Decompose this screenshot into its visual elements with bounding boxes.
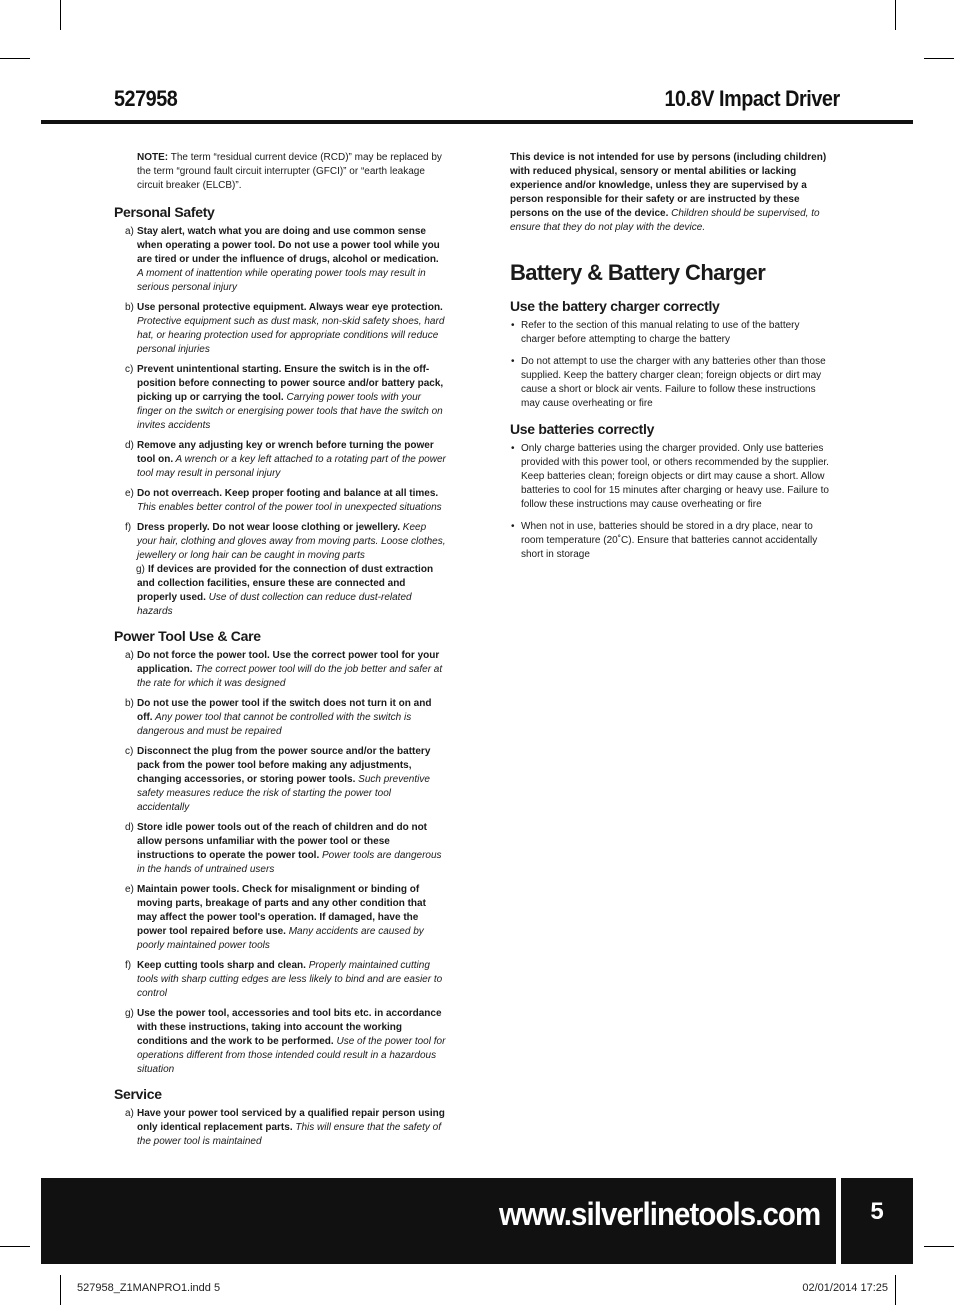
list-item: [114, 1007, 446, 1077]
crop-mark: [924, 58, 954, 59]
crop-mark: [0, 1246, 30, 1247]
list-item: [510, 442, 836, 512]
bullet-icon: •: [511, 320, 515, 331]
item-label: a): [125, 1108, 134, 1119]
item-italic: Power tools are dangerous in the hands of untrained users: [137, 850, 442, 875]
item-bold: Do not overreach. Keep proper footing and balance at all times.: [137, 488, 439, 499]
list-item: [114, 521, 446, 563]
charger-list: [510, 319, 836, 411]
left-column: [114, 151, 446, 1158]
item-italic: Use of the power tool for operations different from those intended could result in a hazardous situation: [137, 1036, 446, 1075]
item-bold: Prevent unintentional starting. Ensure the switch is in the off-position before connecting to power source and/or battery pack, picking up or carrying the tool.: [137, 364, 444, 403]
list-item: [114, 439, 446, 481]
personal-safety-list: [114, 225, 446, 619]
item-italic: Such preventive safety measures reduce the risk of starting the power tool accidentally: [137, 774, 430, 813]
bullet-icon: •: [511, 356, 515, 367]
bullet-icon: •: [511, 443, 515, 454]
bullet-text: Only charge batteries using the charger provided. Only use batteries provided with this power tool, or others recommended by the supplier. Keep batteries clean; foreign objects or dirt may cause a short. Allow batteries to cool for 15 minutes after charging or heavy use. Failure to follow these instructions may cause overheating or fire: [521, 443, 829, 510]
rcd-note: [114, 151, 446, 193]
item-label: e): [125, 884, 134, 895]
intro-italic: Children should be supervised, to ensure that they do not play with the device.: [510, 208, 820, 233]
item-bold: Disconnect the plug from the power source and/or the battery pack from the power tool before making any adjustments, changing accessories, or storing power tools.: [137, 746, 431, 785]
list-item: [510, 355, 836, 411]
bullet-text: Do not attempt to use the charger with any batteries other than those supplied. Keep the battery charger clean; foreign objects or dirt may cause a short or block air vents. Failure to follow these instructions may cause overheating or fire: [521, 356, 826, 409]
item-italic: This will ensure that the safety of the power tool is maintained: [137, 1122, 442, 1147]
item-label: f): [125, 960, 132, 971]
page-number: 5: [870, 1198, 884, 1225]
item-label: c): [125, 746, 134, 757]
item-label: g): [125, 1008, 134, 1019]
list-item: [114, 301, 446, 357]
item-bold: If devices are provided for the connection of dust extraction and collection facilities, ensure these are connected and properly used.: [137, 564, 434, 603]
item-bold: Do not use the power tool if the switch does not turn it on and off.: [137, 698, 432, 723]
item-bold: Remove any adjusting key or wrench before turning the power tool on.: [137, 440, 434, 465]
power-tool-use-heading: Power Tool Use & Care: [114, 628, 261, 644]
list-item: [114, 563, 446, 619]
item-bold: Use the power tool, accessories and tool bits etc. in accordance with these instructions, taking into account the working conditions and the work to be performed.: [137, 1008, 442, 1047]
item-label: e): [125, 488, 134, 499]
crop-mark: [895, 0, 896, 30]
bullet-text: When not in use, batteries should be stored in a dry place, near to room temperature (20˚C). Ensure that batteries cannot accidentally short in storage: [521, 521, 818, 560]
footer-bar: [41, 1178, 836, 1264]
crop-mark: [60, 0, 61, 30]
crop-mark: [895, 1275, 896, 1305]
item-label: g): [136, 564, 145, 575]
item-label: b): [125, 698, 134, 709]
item-italic: The correct power tool will do the job better and safer at the rate for which it was designed: [137, 664, 443, 689]
item-bold: Store idle power tools out of the reach of children and do not allow persons unfamiliar with the power tool or these instructions to operate the power tool.: [137, 822, 428, 861]
bullet-icon: •: [511, 521, 515, 532]
model-number: 527958: [114, 86, 178, 111]
list-item: [114, 225, 446, 295]
item-italic: This enables better control of the power tool in unexpected situations: [137, 502, 442, 513]
note-text: The term “residual current device (RCD)” may be replaced by the term “ground fault circuit interrupter (GFCI)” or “earth leakage circuit breaker (ELCB)”.: [137, 152, 442, 191]
item-label: d): [125, 440, 134, 451]
service-list: [114, 1107, 446, 1149]
item-italic: Many accidents are caused by poorly maintained power tools: [137, 926, 424, 951]
website-link[interactable]: www.silverlinetools.com: [498, 1196, 820, 1232]
item-italic: A wrench or a key left attached to a rotating part of the power tool may result in personal injury: [137, 454, 446, 479]
item-bold: Maintain power tools. Check for misalignment or binding of moving parts, breakage of parts and any other condition that may affect the power tool's operation. If damaged, have the power tool repaired before use.: [137, 884, 426, 937]
item-label: f): [125, 522, 132, 533]
supervision-notice: [510, 151, 836, 235]
list-item: [114, 487, 446, 515]
page-title: 10.8V Impact Driver: [664, 86, 840, 111]
item-italic: Keep your hair, clothing and gloves away from moving parts. Loose clothes, jewellery or long hair can be caught in moving parts: [137, 522, 446, 561]
bullet-text: Refer to the section of this manual relating to use of the battery charger before attempting to charge the battery: [521, 320, 800, 345]
file-slug: 527958_Z1MANPRO1.indd 5: [77, 1282, 221, 1294]
charger-heading: Use the battery charger correctly: [510, 298, 720, 314]
list-item: [114, 649, 446, 691]
crop-mark: [924, 1246, 954, 1247]
section-title: Battery & Battery Charger: [510, 260, 766, 285]
list-item: [114, 821, 446, 877]
item-label: d): [125, 822, 134, 833]
crop-mark: [0, 58, 30, 59]
list-item: [510, 319, 836, 347]
page-number-box: [841, 1178, 913, 1264]
right-column: [510, 151, 836, 572]
item-italic: Use of dust collection can reduce dust-related hazards: [137, 592, 412, 617]
item-italic: Protective equipment such as dust mask, non-skid safety shoes, hard hat, or hearing protection used for appropriate conditions will reduce personal injuries: [137, 316, 445, 355]
list-item: [114, 363, 446, 433]
list-item: [114, 745, 446, 815]
item-bold: Have your power tool serviced by a qualified repair person using only identical replacement parts.: [137, 1108, 445, 1133]
item-bold: Dress properly. Do not wear loose clothing or jewellery.: [137, 522, 401, 533]
power-tool-use-list: [114, 649, 446, 1077]
item-bold: Do not force the power tool. Use the correct power tool for your application.: [137, 650, 440, 675]
batteries-list: [510, 442, 836, 562]
intro-bold: This device is not intended for use by persons (including children) with reduced physical, sensory or mental abilities or lacking experience and/or knowledge, unless they are supervised by a person responsible for their safety or are instructed by these persons on the use of the device.: [510, 152, 827, 219]
item-label: c): [125, 364, 134, 375]
item-italic: Any power tool that cannot be controlled with the switch is dangerous and must be repaired: [137, 712, 412, 737]
item-label: a): [125, 226, 134, 237]
header-rule: [41, 120, 913, 124]
item-bold: Keep cutting tools sharp and clean.: [137, 960, 306, 971]
item-label: a): [125, 650, 134, 661]
service-heading: Service: [114, 1086, 162, 1102]
item-italic: A moment of inattention while operating power tools may result in serious personal injury: [137, 268, 426, 293]
personal-safety-heading: Personal Safety: [114, 204, 215, 220]
list-item: [114, 959, 446, 1001]
batteries-heading: Use batteries correctly: [510, 421, 655, 437]
crop-mark: [60, 1275, 61, 1305]
item-italic: Carrying power tools with your finger on the switch or energising power tools that have the switch on invites accidents: [137, 392, 443, 431]
list-item: [510, 520, 836, 562]
date-slug: 02/01/2014 17:25: [802, 1282, 888, 1294]
item-bold: Stay alert, watch what you are doing and use common sense when operating a power tool. Do not use a power tool while you are tired or under the influence of drugs, alcohol or medication.: [137, 226, 440, 265]
item-label: b): [125, 302, 134, 313]
list-item: [114, 883, 446, 953]
item-bold: Use personal protective equipment. Always wear eye protection.: [137, 302, 443, 313]
list-item: [114, 697, 446, 739]
note-label: NOTE:: [137, 152, 169, 163]
list-item: [114, 1107, 446, 1149]
item-italic: Properly maintained cutting tools with sharp cutting edges are less likely to bind and are easier to control: [137, 960, 443, 999]
